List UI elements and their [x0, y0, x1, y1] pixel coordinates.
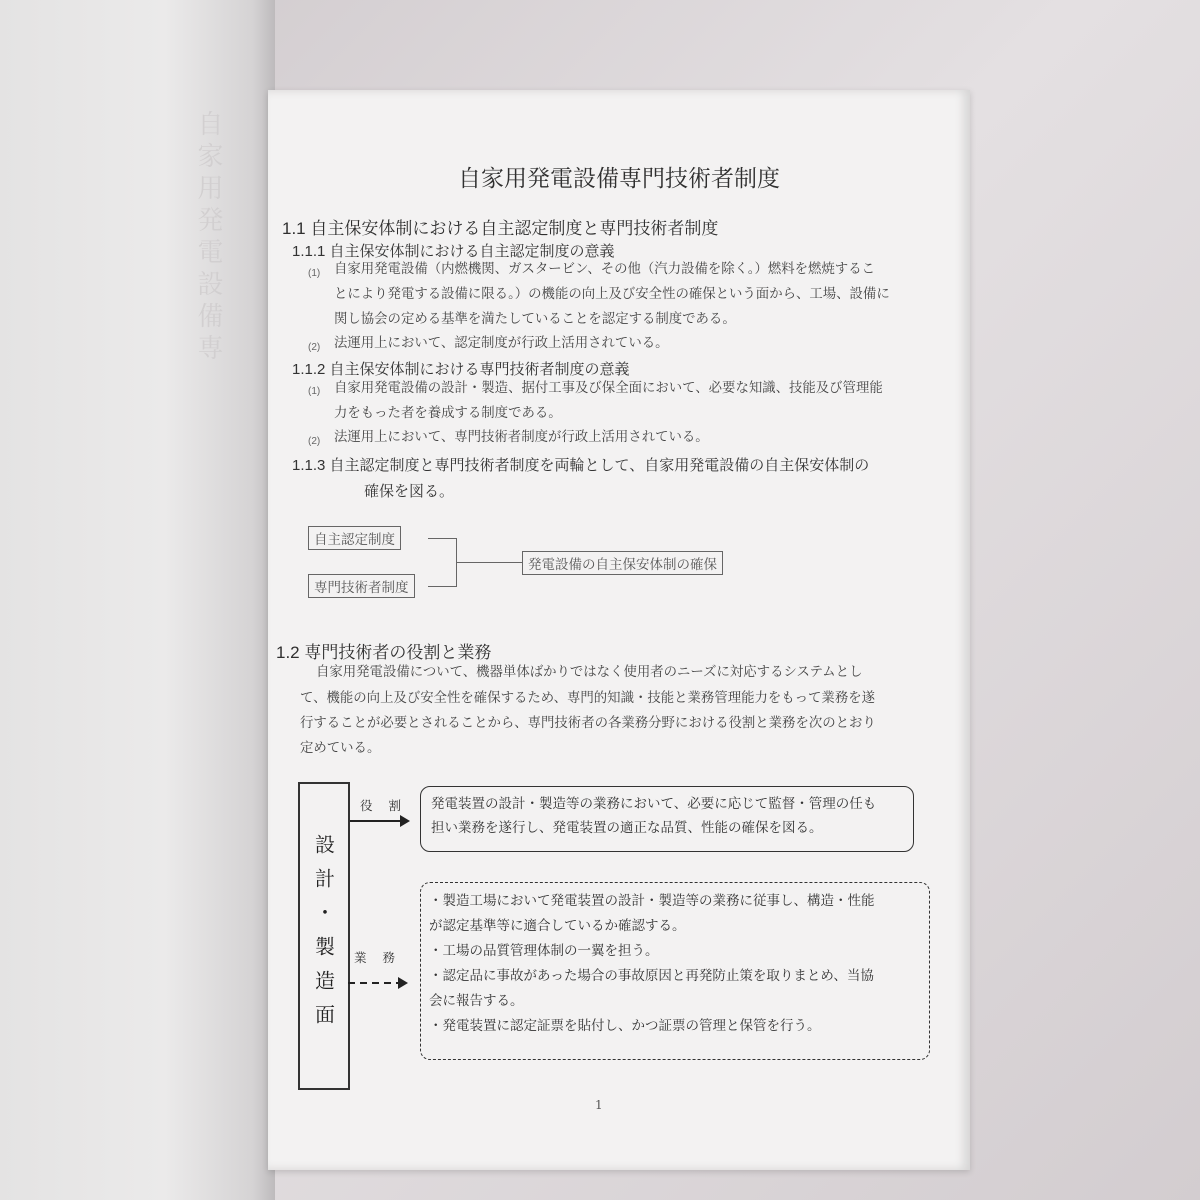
page-number: 1	[595, 1098, 603, 1112]
duty-item-line: ・製造工場において発電装置の設計・製造等の業務に従事し、構造・性能	[429, 893, 875, 909]
diagram-box-specialist-system: 専門技術者制度	[308, 574, 415, 598]
document-page	[268, 90, 970, 1170]
duty-item-line: ・認定品に事故があった場合の事故原因と再発防止策を取りまとめ、当協	[429, 968, 874, 984]
section-1-2-heading: 1.2 専門技術者の役割と業務	[276, 643, 492, 662]
item-number: (1)	[308, 268, 321, 279]
paragraph-line: 行することが必要とされることから、専門技術者の各業務分野における役割と業務を次のとおり	[300, 716, 876, 731]
duty-item-line: が認定基準等に適合しているか確認する。	[429, 918, 686, 934]
paragraph-line: 法運用上において、認定制度が行政上活用されている。	[334, 336, 669, 351]
role-description-box	[420, 786, 914, 852]
paragraph-line: 自家用発電設備の設計・製造、据付工事及び保全面において、必要な知識、技能及び管理能	[334, 381, 883, 396]
side-label-design-manufacturing: 設計・製造面	[298, 782, 350, 1090]
diagram-connector	[428, 586, 456, 587]
diagram-box-self-certification: 自主認定制度	[308, 526, 401, 550]
item-number: (2)	[308, 342, 321, 353]
section-1-1-heading: 1.1 自主保安体制における自主認定制度と専門技術者制度	[282, 219, 719, 238]
section-1-1-1-heading: 1.1.1 自主保安体制における自主認定制度の意義	[292, 243, 615, 260]
paragraph-line: 力をもった者を養成する制度である。	[334, 406, 562, 421]
item-number: (2)	[308, 436, 321, 447]
paragraph-line: 関し協会の定める基準を満たしていることを認定する制度である。	[334, 312, 736, 327]
paragraph-line: 自家用発電設備（内燃機関、ガスタービン、その他（汽力設備を除く。）燃料を燃焼するこ	[334, 262, 875, 277]
left-page-ghost-title: 自家用発電設備専	[193, 110, 223, 366]
section-1-1-3-heading-cont: 確保を図る。	[364, 483, 455, 500]
duty-label: 業 務	[354, 950, 401, 965]
duty-item-line: ・工場の品質管理体制の一翼を担う。	[429, 943, 659, 959]
duty-description-box	[420, 882, 930, 1060]
paragraph-line: 定めている。	[300, 741, 381, 756]
duty-arrow-icon	[348, 976, 410, 990]
role-label: 役 割	[360, 798, 407, 813]
item-number: (1)	[308, 386, 321, 397]
paragraph-line: 法運用上において、専門技術者制度が行政上活用されている。	[334, 430, 709, 445]
diagram-connector	[456, 562, 522, 563]
section-1-1-2-heading: 1.1.2 自主保安体制における専門技術者制度の意義	[292, 361, 630, 378]
section-1-1-3-heading: 1.1.3 自主認定制度と専門技術者制度を両輪として、自家用発電設備の自主保安体制の	[292, 457, 870, 474]
duty-item-line: ・発電装置に認定証票を貼付し、かつ証票の管理と保管を行う。	[429, 1018, 821, 1034]
role-text-line: 発電装置の設計・製造等の業務において、必要に応じて監督・管理の任も	[431, 796, 877, 812]
paragraph-line: とにより発電する設備に限る。）の機能の向上及び安全性の確保という面から、工場、設備に	[334, 287, 890, 302]
page-title: 自家用発電設備専門技術者制度	[458, 165, 780, 191]
paragraph-line: 自家用発電設備について、機器単体ばかりではなく使用者のニーズに対応するシステムとし	[316, 665, 863, 680]
left-page	[0, 0, 275, 1200]
paragraph-line: て、機能の向上及び安全性を確保するため、専門的知識・技能と業務管理能力をもって業務を遂	[300, 691, 875, 706]
duty-item-line: 会に報告する。	[429, 993, 524, 1009]
diagram-connector	[428, 538, 456, 539]
diagram-box-result: 発電設備の自主保安体制の確保	[522, 551, 723, 575]
role-text-line: 担い業務を遂行し、発電装置の適正な品質、性能の確保を図る。	[431, 820, 823, 836]
role-arrow-icon	[350, 814, 412, 828]
